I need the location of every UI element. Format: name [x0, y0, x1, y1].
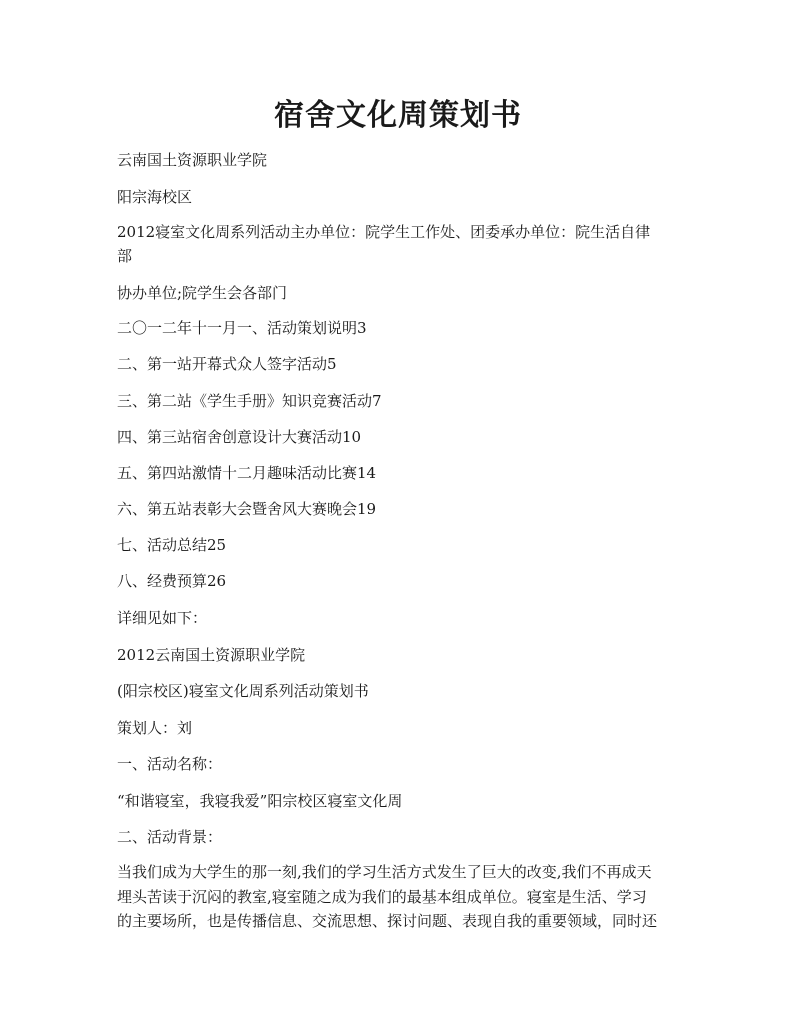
section-heading: 二、活动背景： [117, 828, 223, 846]
text-line: 协办单位;院学生会各部门 [117, 284, 288, 302]
text-line: 详细见如下： [117, 609, 208, 627]
text-line: 阳宗海校区 [117, 188, 193, 206]
text-line: “和谐寝室，我寝我爱”阳宗校区寝室文化周 [117, 792, 403, 810]
text-line: 部 [117, 247, 133, 265]
toc-item: 六、第五站表彰大会暨舍风大赛晚会19 [117, 500, 377, 518]
toc-item: 四、第三站宿舍创意设计大赛活动10 [117, 428, 362, 446]
toc-item: 二〇一二年十一月一、活动策划说明3 [117, 319, 367, 337]
toc-item: 八、经费预算26 [117, 572, 227, 590]
body-paragraph [117, 860, 685, 934]
document-title: 宿舍文化周策划书 [274, 98, 522, 133]
text-line: 2012寝室文化周系列活动主办单位：院学生工作处、团委承办单位：院生活自律 [117, 223, 651, 241]
text-line: (阳宗校区)寝室文化周系列活动策划书 [117, 682, 369, 700]
text-line: 策划人：刘 [117, 719, 193, 737]
toc-item: 二、第一站开幕式众人签字活动5 [117, 355, 337, 373]
toc-item: 七、活动总结25 [117, 536, 227, 554]
paragraph-line: 埋头苦读于沉闷的教室,寝室随之成为我们的最基本组成单位。寝室是生活、学习 [117, 887, 647, 906]
text-line: 2012云南国土资源职业学院 [117, 646, 306, 664]
toc-item: 五、第四站激情十二月趣味活动比赛14 [117, 464, 377, 482]
section-heading: 一、活动名称： [117, 755, 223, 773]
toc-item: 三、第二站《学生手册》知识竞赛活动7 [117, 392, 382, 410]
paragraph-line: 当我们成为大学生的那一刻,我们的学习生活方式发生了巨大的改变,我们不再成天 [117, 863, 652, 881]
text-line: 云南国土资源职业学院 [117, 151, 268, 169]
paragraph-line: 的主要场所，也是传播信息、交流思想、探讨问题、表现自我的重要领域，同时还 [117, 912, 658, 930]
